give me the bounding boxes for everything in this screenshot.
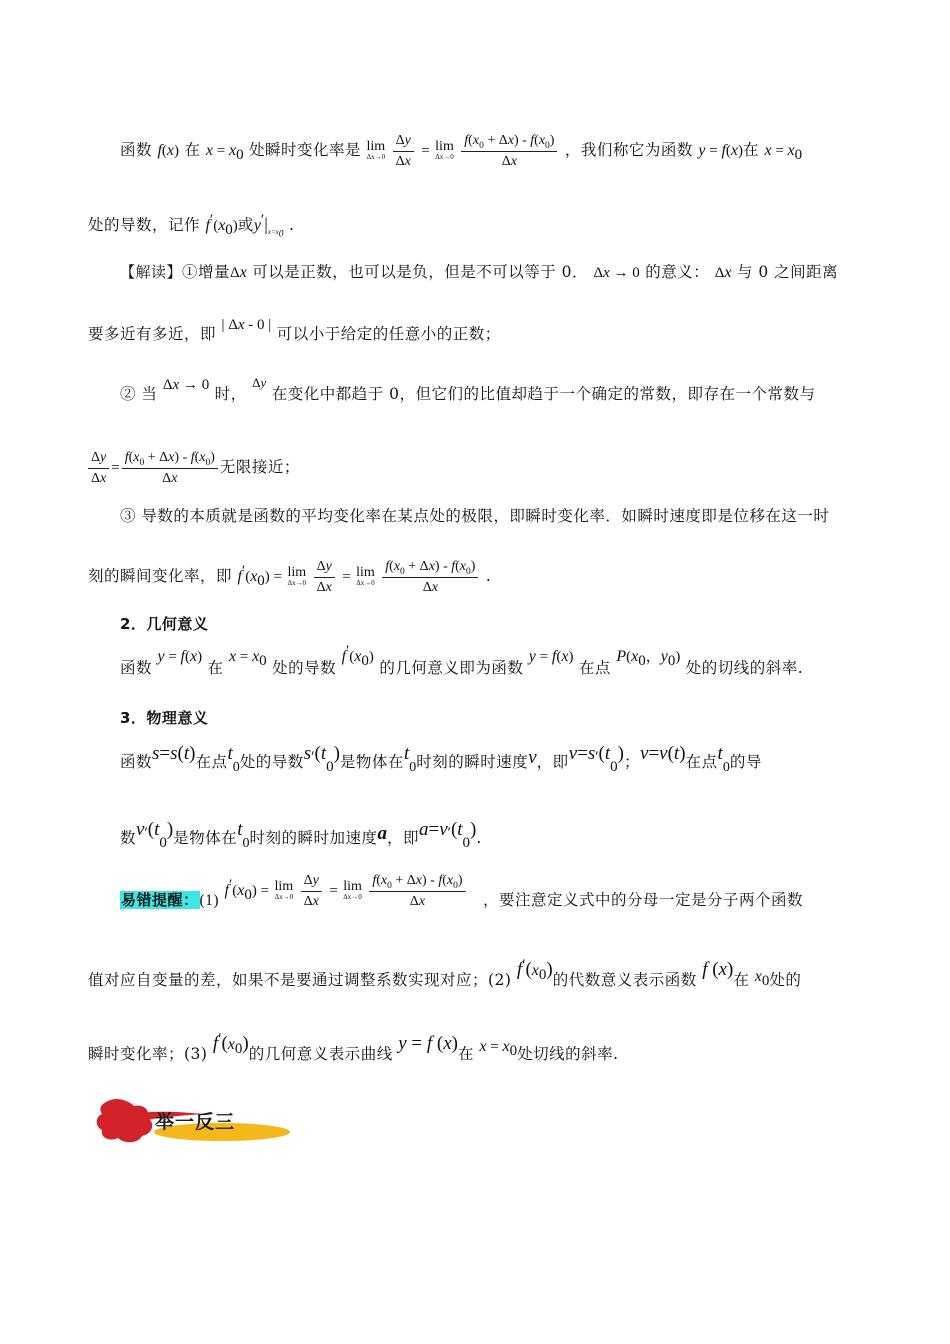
interpretation-line-4: $\frac{\Delta y}{\Delta x}$ = $\frac{f(x_0 + \Delta x) - f(x_0)}{\Delta x}$ 无限接近； [88, 446, 868, 488]
text: 在点 [578, 659, 611, 677]
math-limit: lim Δx→0 [287, 565, 307, 587]
common-mistake-line-1: 易错提醒：(1) $f'(x_0) = \lim$ Δx→0 $\frac{\Delta y}{\Delta x}$ = lim Δx→0 $\frac{f(x_0 + \Delta x) - f(x_0)}{\Delta x}$ ，要注意定义式中的分母一定是分子两个函数 [121, 872, 803, 909]
text: 是物体在 [173, 829, 238, 847]
physical-meaning-line-1: 函数s=s(t)在点$t_0$处的导数$s'(t_0)$是物体在$t_0$时刻的瞬时速度v，即$v=s'(t_0)$；v=v(t)在点$t_0$的导 [120, 743, 762, 776]
text: 或 [237, 216, 254, 234]
text: ，即 [386, 829, 419, 847]
text: ①增量 [182, 263, 231, 281]
text: . [485, 567, 492, 585]
text: 瞬时变化率；(3) [88, 1045, 208, 1063]
text: 要多近有多近，即 [88, 325, 217, 343]
math-limit: lim Δx→0 [274, 879, 294, 901]
text: 在 [184, 141, 201, 159]
section-heading-physical [120, 706, 868, 730]
text: 处的导数，记作 [88, 216, 201, 234]
math-f-prime-x0: f [237, 568, 242, 585]
text: 在点 [195, 753, 228, 771]
math-fraction-difference-quotient: $\frac{f(x_0 + \Delta x) - f(x_0)}{\Delta x}$ [122, 449, 218, 488]
interpretation-line-2 [88, 317, 868, 347]
geometric-meaning-line: 函数 y = f(x) 在 $x = x_0$ 处的导数 $f'(x_0)$ 的几何意义即为函数 y = f(x) 在点 $P(x_0$，$y_0$) 处的切线的斜率. [120, 642, 804, 677]
text: 时， [214, 385, 247, 403]
text: 的代数意义表示函数 [552, 971, 697, 989]
math-limit: lim Δx→0 [366, 139, 386, 161]
common-mistake-label: 易错提醒： [121, 891, 199, 909]
math-f-prime-x0: f [205, 217, 210, 234]
common-mistake-line-2: 值对应自变量的差，如果不是要通过调整系数实现对应；(2) $f'(x_0)$的代数意义表示函数 f (x)在 $x_0$处的 [88, 956, 802, 990]
math-dx-to-0: Δx → 0 [162, 377, 210, 393]
interpretation-line-3 [120, 375, 868, 407]
math-fraction-difference-quotient: $\frac{f(x_0 + \Delta x) - f(x_0)}{\Delta x}$ [461, 132, 557, 171]
text: 在点 [685, 753, 718, 771]
text: 是物体在 [339, 753, 404, 771]
text: 的导 [729, 753, 762, 771]
text: 函数 [120, 141, 153, 159]
text: 函数 [120, 659, 153, 677]
text: ② 当 [120, 385, 158, 403]
definition-line-2: 处的导数，记作 $f'(x_0)$或$y'|_{x=x_0}$ . [88, 211, 295, 240]
text: 时刻的瞬时速度 [416, 753, 529, 771]
text: 在 [457, 1045, 474, 1063]
text: . [288, 216, 295, 234]
text: 处的 [769, 971, 802, 989]
math-x-eq-x0: x [205, 142, 214, 159]
math-abs-dx: | Δx - 0 | [221, 317, 272, 333]
text: 数 [120, 829, 137, 847]
text: 在 [207, 659, 224, 677]
text: (1) [199, 892, 220, 909]
text: 可以小于给定的任意小的正数； [276, 325, 501, 343]
text: 的意义： [645, 263, 710, 281]
section-title: 3．物理意义 [120, 709, 209, 727]
text: 在 [743, 141, 760, 159]
text: ； [623, 753, 640, 771]
math-y-eq-fx: y [698, 142, 706, 159]
section-title: 2．几何意义 [120, 615, 209, 633]
text: 函数 [120, 753, 153, 771]
text: 的几何意义表示曲线 [248, 1045, 393, 1063]
math-limit: lim Δx→0 [343, 879, 362, 901]
text: 处的导数 [272, 659, 337, 677]
interpretation-line-1: 【解读】①增量Δx 可以是正数，也可以是负，但是不可以等于 0． Δx → 0 的意义： Δx 与 0 之间距离 [120, 263, 839, 281]
text: 无限接近； [219, 458, 300, 476]
section-heading-geometric [120, 612, 868, 636]
interpretation-label: 【解读】 [120, 263, 183, 281]
math-fraction-difference-quotient: $\frac{f(x_0 + \Delta x) - f(x_0)}{\Delta x}$ [369, 872, 465, 911]
math-fraction-dy-dx: $\frac{\Delta y}{\Delta x}$ [393, 132, 414, 171]
common-mistake-line-3: 瞬时变化率；(3) $f'(x_0)$的几何意义表示曲线 y = f (x)在 $x = x_0$处切线的斜率. [88, 1030, 619, 1063]
text: . [476, 829, 482, 847]
text: 处瞬时变化率是 [249, 141, 362, 159]
math-fraction-dy-dx: $\frac{\Delta y}{\Delta x}$ [88, 449, 109, 488]
text: 值对应自变量的差，如果不是要通过调整系数实现对应；(2) [88, 971, 512, 989]
math-fraction-difference-quotient: $\frac{f(x_0 + \Delta x) - f(x_0)}{\Delta x}$ [382, 558, 478, 597]
math-limit: lim Δx→0 [435, 139, 454, 161]
text: 刻的瞬间变化率，即 [88, 567, 233, 585]
math-x-eq-x0: x [764, 142, 772, 159]
math-y-prime-at-x0: y [253, 217, 261, 234]
banner-title: 举一反三 [155, 1111, 236, 1133]
math-fraction-dy-dx: $\frac{\Delta y}{\Delta x}$ [314, 558, 335, 597]
text: 时刻的瞬时加速度 [249, 829, 378, 847]
text: ，即 [536, 753, 569, 771]
text: 处的导数 [239, 753, 304, 771]
text: ③ 导数的本质就是函数的平均变化率在某点处的极限，即瞬时变化率．如瞬时速度即是位移在这一时 [120, 507, 830, 525]
math-dx-to-0: Δx → 0 [593, 265, 640, 281]
text: 可以是正数，也可以是负，但是不可以等于 0． [252, 263, 589, 281]
text: 处的切线的斜率. [685, 659, 804, 677]
text: 的几何意义即为函数 [379, 659, 524, 677]
text: 在变化中都趋于 0，但它们的比值却趋于一个确定的常数，即存在一个常数与 [271, 385, 816, 403]
math-fx: f [157, 142, 162, 159]
text: ，我们称它为函数 [564, 141, 693, 159]
interpretation-line-5 [120, 504, 868, 528]
text: ，要注意定义式中的分母一定是分子两个函数 [482, 891, 803, 909]
text: 与 0 之间距离 [736, 263, 839, 281]
interpretation-line-6: 刻的瞬间变化率，即 $f'(x_0) = \lim$ Δx→0 $\frac{\Delta y}{\Delta x}$ = lim Δx→0 $\frac{f(x_0 + \Delta x) - f(x_0)}{\Delta x}$ . [88, 558, 492, 595]
banner-red-splash [97, 1099, 153, 1142]
text: 在 [733, 971, 750, 989]
text: 处切线的斜率. [517, 1045, 619, 1063]
math-limit: lim Δx→0 [356, 565, 375, 587]
math-fraction-dy-dx: $\frac{\Delta y}{\Delta x}$ [301, 872, 322, 911]
definition-line-1: 函数 f(x) 在 $x = x_0$ 处瞬时变化率是 lim Δx→0 $\frac{\Delta y}{\Delta x}$ = lim Δx→0 $\frac{f(x_0 + \Delta x) - f(x_0)}{\Delta x}$ ，我们称它为函数 y = f(x)在 $x = x_0$ [120, 132, 803, 169]
physical-meaning-line-2: 数$v'(t_0)$是物体在$t_0$时刻的瞬时加速度a，即$a=v'(t_0)$. [120, 819, 482, 852]
math-dy: Δy [252, 375, 267, 390]
